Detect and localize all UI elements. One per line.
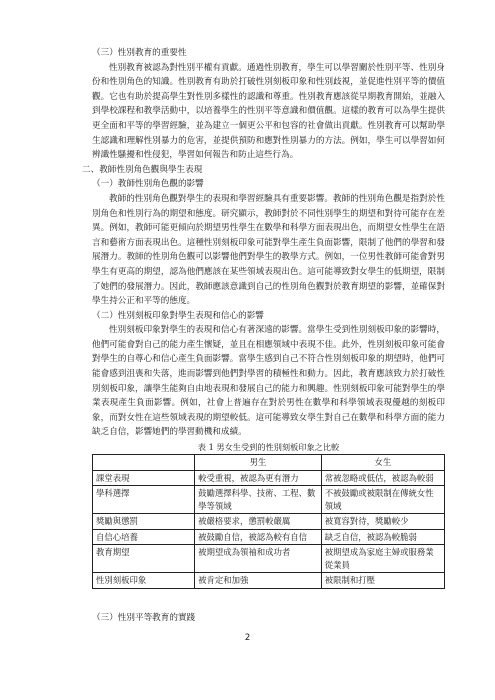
page-number: 2 [244, 632, 251, 642]
table-row-label: 自信心培養 [93, 529, 195, 545]
table-row-label: 獎勵與懲罰 [93, 514, 195, 530]
body-paragraph: 性別刻板印象對學生的表現和信心有著深遠的影響。當學生受到性別刻板印象的影響時，他們可能會對自己的能力產生懷疑，並且在相應領域中表現不佳。此外，性別刻板印象可能會對學生的自尊心和信心產生負面影響。當學生感到自己不符合性別刻板印象的期望時，他們可能會感到沮喪和失落，進而影響到他們對學習的積極性和動力。因此，教育應該致力於打破性別刻板印象，讓學生能夠自由地表現和發展自己的能力和興趣。性別刻板印象可能對學生的學業表現產生負面影響。例如，社會上普遍存在對於男性在數學和科學領域表現優越的刻板印象，而對女性在這些領域表現的期望較低。這可能導致女學生對自己在數學和科學方面的能力缺乏自信，影響她們的學習動機和成績。 [92, 325, 445, 438]
table-row [93, 545, 445, 573]
table-row-label: 學科選擇 [93, 486, 195, 514]
comparison-table [92, 454, 445, 589]
subsection-heading: （二）性別刻板印象對學生表現和信心的影響 [92, 310, 264, 321]
section-heading: 二、教師性別角色觀與學生表現 [82, 164, 203, 175]
subsection-heading: （三）性別平等教育的實踐 [92, 612, 196, 623]
table-row [93, 470, 445, 486]
table-row [93, 573, 445, 589]
table-header-row [93, 455, 445, 471]
table-cell: 被鼓勵自信，被認為較有自信 [195, 529, 322, 545]
table-row [93, 529, 445, 545]
body-paragraph: 教師的性別角色觀對學生的表現和學習經驗具有重要影響。教師的性別角色觀是指對於性別角色和性別行為的期望和態度。研究顯示，教師對於不同性別學生的期望和對待可能存在差異。例如，教師可能更傾向於期望男性學生在數學和科學方面表現出色，而期望女性學生在語言和藝術方面表現出色。這種性別刻板印象可能對學生產生負面影響，限制了他們的學習和發展潛力。教師的性別角色觀可以影響他們對學生的教學方式。例如，一位男性教師可能會對男學生有更高的期望，認為他們應該在某些領域表現出色。這可能導致對女學生的低期望，限制了她們的發展潛力。因此，教師應該意識到自己的性別角色觀對於教育期望的影響，並確保對學生持公正和平等的態度。 [92, 193, 445, 307]
table-header-cell [93, 455, 195, 471]
table-row-label: 課堂表現 [93, 470, 195, 486]
table-header-cell: 男生 [195, 455, 322, 471]
table-row [93, 486, 445, 514]
table-cell: 不被鼓勵或被限制在傳統女性領域 [321, 486, 444, 514]
table-cell: 常被忽略或低估，被認為較弱 [321, 470, 444, 486]
table-cell: 較受重視，被認為更有潛力 [195, 470, 322, 486]
table-cell: 被期望成為家庭主婦或服務業從業員 [321, 545, 444, 573]
table-cell: 被期望成為領袖和成功者 [195, 545, 322, 573]
table-cell: 被限制和打壓 [321, 573, 444, 589]
table-cell: 缺乏自信，被認為較脆弱 [321, 529, 444, 545]
table-header-cell: 女生 [321, 455, 444, 471]
page-content [82, 46, 445, 625]
table-cell: 被嚴格要求，懲罰較嚴厲 [195, 514, 322, 530]
table-cell: 鼓勵選擇科學、技術、工程、數學等領域 [195, 486, 322, 514]
table-cell: 被寬容對待，獎勵較少 [321, 514, 444, 530]
body-paragraph: 性別教育被認為對性別平權有貢獻。通過性別教育，學生可以學習關於性別平等、性別身份和性別角色的知識。性別教育有助於打破性別刻板印象和性別歧視，並促進性別平等的價值觀。它也有助於提高學生對性別多樣性的認識和尊重。性別教育應該從早期教育開始，並融入到學校課程和教學活動中，以培養學生的性別平等意識和價值觀。這樣的教育可以為學生提供更全面和平等的學習經驗，並為建立一個更公平和包容的社會做出貢獻。性別教育可以幫助學生認識和理解性別暴力的危害，並提供預防和應對性別暴力的方法。例如，學生可以學習如何辨識性騷擾和性侵犯，學習如何報告和防止這些行為。 [92, 62, 445, 161]
subsection-heading: （一）教師性別角色觀的影響 [92, 179, 204, 190]
table-row-label: 性別刻板印象 [93, 573, 195, 589]
subsection-heading: （三）性別教育的重要性 [92, 48, 187, 58]
table-row [93, 514, 445, 530]
table-row-label: 教育期望 [93, 545, 195, 573]
table-cell: 被肯定和加強 [195, 573, 322, 589]
table-caption: 表 1 男女生受到的性別刻板印象之比較 [197, 442, 340, 453]
vertical-spacer [92, 589, 445, 611]
